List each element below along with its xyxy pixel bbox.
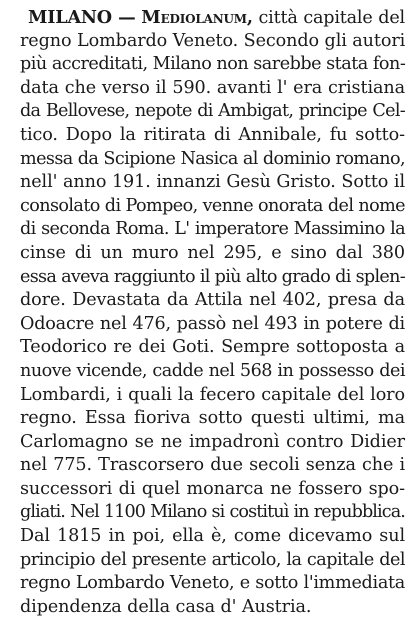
entry-latin-name: Mediolanum, [141,7,253,28]
entry-text-line: città capitale del [258,8,405,28]
entry-text-line: dipendenza della casa d' Austria. [20,596,312,617]
entry-text-line: messa da Scipione Nasica al dominio romano, [20,148,405,169]
entry-text-line: Lombardi, i quali la fecero capitale del loro [20,384,405,405]
entry-text-line: di seconda Roma. L' imperatore Massimino la [20,219,405,240]
entry-text-line: consolato di Pompeo, venne onorata del nome [20,195,405,216]
entry-text-line: da Bellovese, nepote di Ambigat, principe Cel- [20,101,405,122]
entry-text-line: Dal 1815 in poi, ella è, come dicevamo sul [20,526,405,547]
entry-headword: MILANO — [28,7,136,28]
entry-text-line: nel 775. Trascorsero due secoli senza che i [20,455,405,476]
entry-text-line: nuove vicende, cadde nel 568 in possesso dei [20,360,405,381]
entry-text-line: tico. Dopo la ritirata di Annibale, fu sotto- [20,124,405,145]
entry-text-line: nell' anno 191. innanzi Gesù Gristo. Sotto il [20,172,405,193]
entry-text-line: gliati. Nel 1100 Milano si costituì in repubblica. [20,502,405,523]
entry-text-line: regno. Essa fioriva sotto questi ultimi, ma [20,408,405,429]
entry-text-line: Carlomagno se ne impadronì contro Didier [20,431,405,452]
entry-text-line: regno Lombardo Veneto. Secondo gli autori [20,30,406,51]
entry-text-line: dore. Devastata da Attila nel 402, presa da [20,290,405,311]
entry-text-line: essa aveva raggiunto il più alto grado di splen- [20,266,405,287]
entry-text-line: Odoacre nel 476, passò nel 493 in potere di [20,313,405,334]
entry-text-line: regno Lombardo Veneto, e sotto l'immediata [20,573,405,594]
entry-text-line: cinse di un muro nel 295, e sino dal 380 [20,242,405,263]
entry-text-line: data che verso il 590. avanti l' era cristiana [20,77,405,98]
entry-text-line: più accreditati, Milano non sarebbe stata fon- [20,54,406,75]
entry-first-line [20,6,405,30]
entry-text-line: successori di quel monarca ne fossero spo- [20,478,405,499]
entry-text-line: Teodorico re dei Goti. Sempre sottoposta a [20,337,405,358]
encyclopedia-entry [20,6,405,619]
entry-text-line: principio del presente articolo, la capitale del [20,549,405,570]
